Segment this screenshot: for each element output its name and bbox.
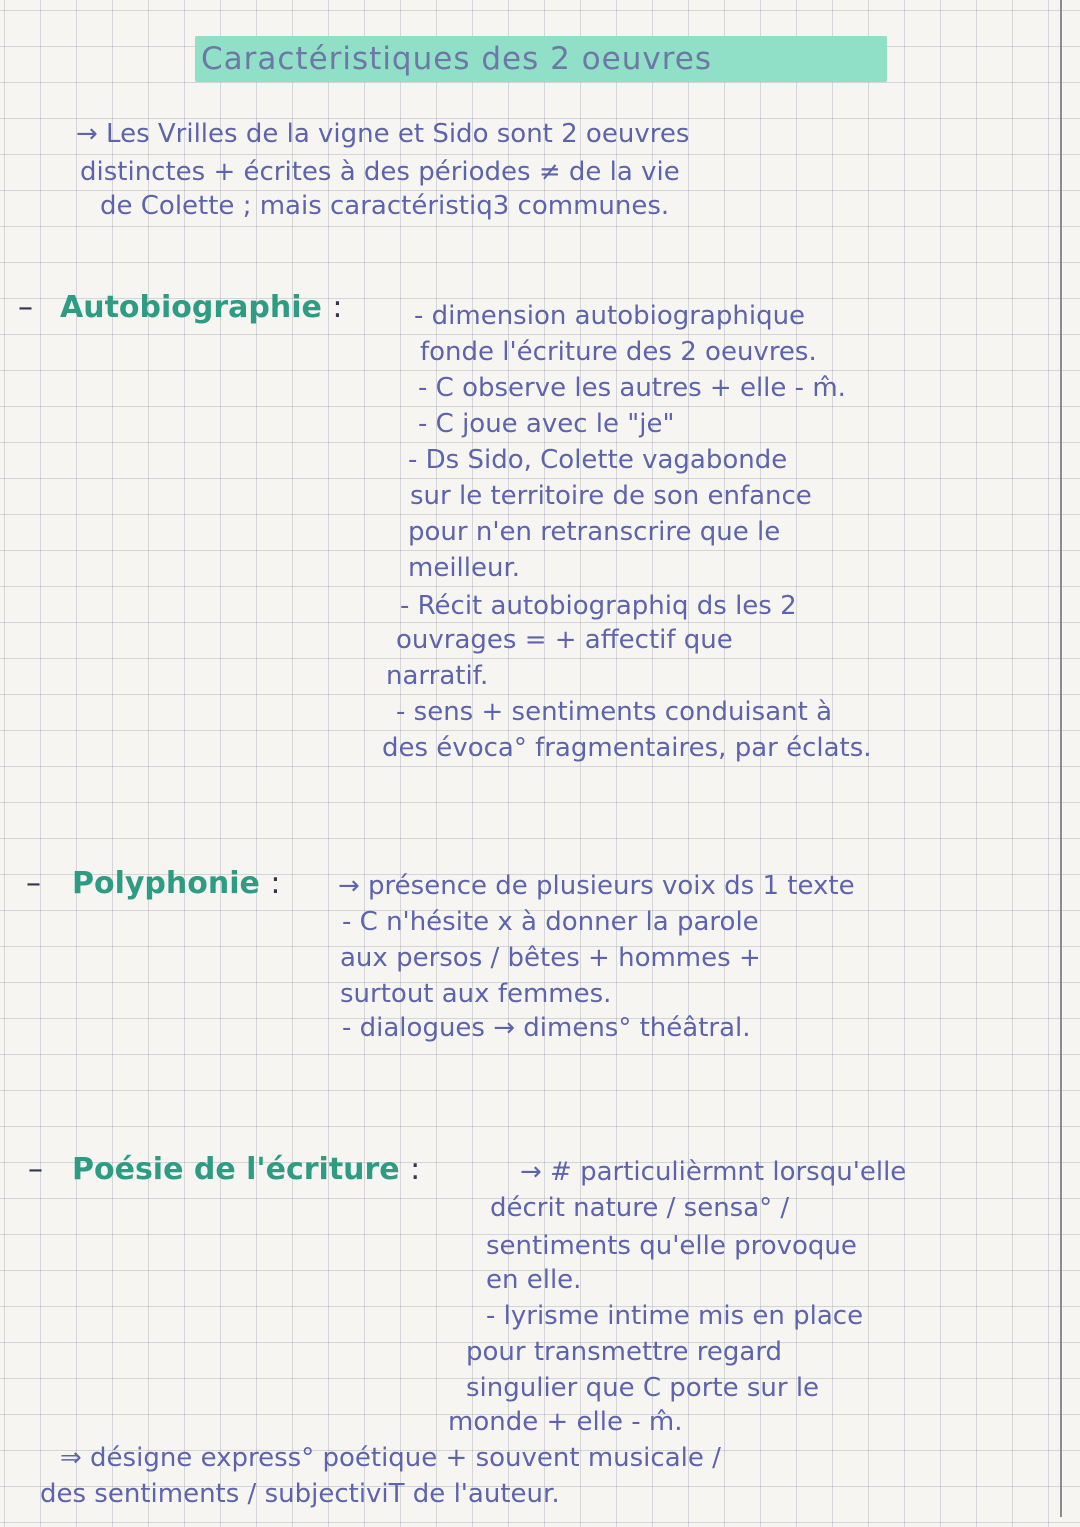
autobio-line: ouvrages = + affectif que	[396, 625, 733, 655]
polyphonie-line: - dialogues → dimens° théâtral.	[342, 1013, 751, 1043]
section-heading-text: Poésie de l'écriture	[72, 1152, 400, 1187]
conclusion-line: des sentiments / subjectiviT de l'auteur.	[40, 1479, 560, 1509]
autobio-line: narratif.	[386, 661, 489, 691]
poesie-line: décrit nature / sensa° /	[490, 1193, 790, 1223]
bullet-dash: –	[26, 866, 41, 901]
autobio-line: des évoca° fragmentaires, par éclats.	[382, 733, 872, 763]
bullet-dash: –	[28, 1152, 43, 1187]
poesie-line: pour transmettre regard	[466, 1337, 783, 1367]
autobio-line: - dimension autobiographique	[414, 301, 806, 331]
section-heading-text: Polyphonie	[72, 866, 260, 901]
autobio-line: - C joue avec le "je"	[418, 409, 675, 439]
polyphonie-line: → présence de plusieurs voix ds 1 texte	[338, 871, 855, 901]
page-title: Caractéristiques des 2 oeuvres	[195, 36, 887, 82]
autobio-line: meilleur.	[408, 553, 521, 583]
conclusion-line: ⇒ désigne express° poétique + souvent musicale /	[60, 1443, 721, 1473]
section-heading-autobiographie: Autobiographie :	[60, 290, 343, 325]
autobio-line: - sens + sentiments conduisant à	[396, 697, 833, 727]
autobio-line: sur le territoire de son enfance	[410, 481, 812, 511]
autobio-line: pour n'en retranscrire que le	[408, 517, 781, 547]
bullet-dash: –	[18, 290, 33, 325]
poesie-line: - lyrisme intime mis en place	[486, 1301, 864, 1331]
section-heading-poesie: Poésie de l'écriture :	[72, 1152, 421, 1187]
intro-line: de Colette ; mais caractéristiq3 communes.	[100, 191, 670, 221]
polyphonie-line: aux persos / bêtes + hommes +	[340, 943, 761, 973]
page-edge	[1060, 0, 1062, 1517]
autobio-line: - C observe les autres + elle - m̂.	[418, 373, 846, 403]
poesie-line: en elle.	[486, 1265, 582, 1295]
intro-line: → Les Vrilles de la vigne et Sido sont 2 oeuvres	[76, 119, 690, 149]
section-heading-text: Autobiographie	[60, 290, 322, 325]
autobio-line: - Récit autobiographiq ds les 2	[400, 591, 797, 621]
autobio-line: - Ds Sido, Colette vagabonde	[408, 445, 788, 475]
poesie-line: → # particulièrmnt lorsqu'elle	[520, 1157, 907, 1187]
polyphonie-line: - C n'hésite x à donner la parole	[342, 907, 759, 937]
poesie-line: monde + elle - m̂.	[448, 1407, 683, 1437]
polyphonie-line: surtout aux femmes.	[340, 979, 612, 1009]
poesie-line: sentiments qu'elle provoque	[486, 1231, 857, 1261]
intro-line: distinctes + écrites à des périodes ≠ de la vie	[80, 157, 680, 187]
section-heading-polyphonie: Polyphonie :	[72, 866, 281, 901]
autobio-line: fonde l'écriture des 2 oeuvres.	[420, 337, 817, 367]
poesie-line: singulier que C porte sur le	[466, 1373, 820, 1403]
